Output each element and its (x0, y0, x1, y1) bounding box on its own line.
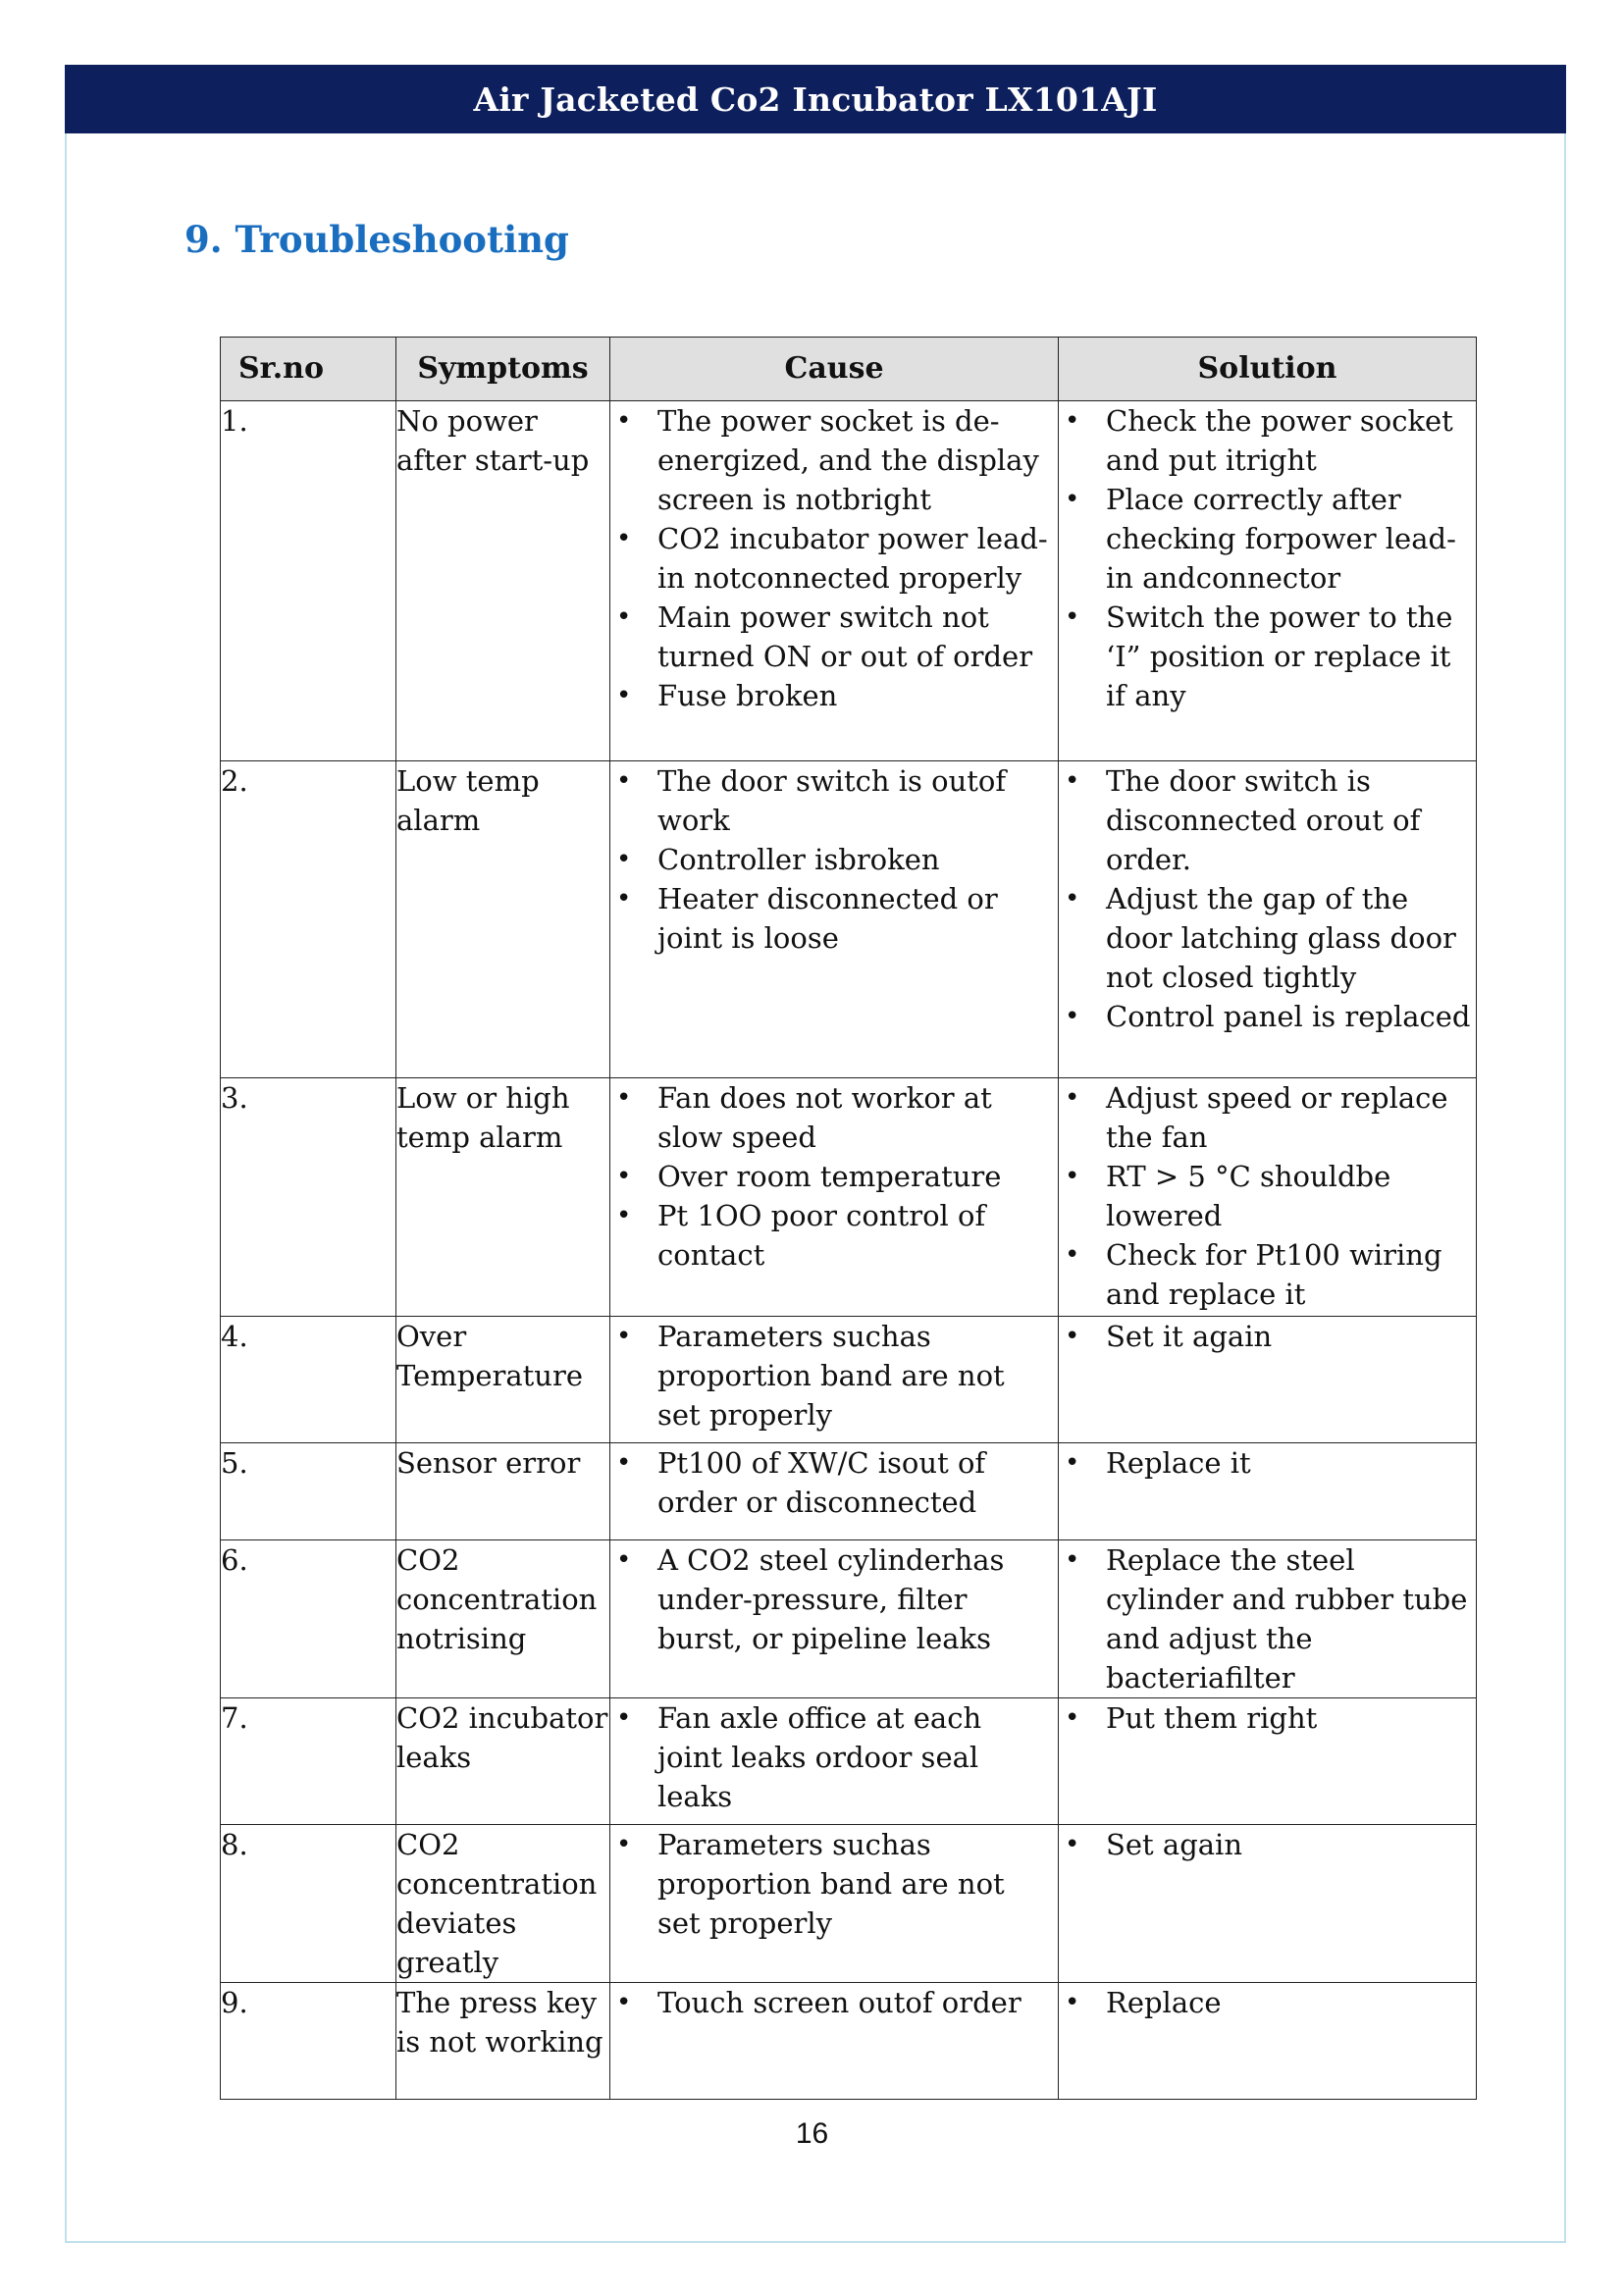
solution-cell (1059, 1078, 1477, 1317)
cause-item: • Parameters suchas proportion band are not set properly (610, 1317, 1058, 1434)
table-row (221, 761, 1477, 1078)
solution-list (1059, 1443, 1476, 1483)
cause-list (610, 1540, 1058, 1658)
row-number: 6. (221, 1540, 396, 1698)
solution-list (1059, 1317, 1476, 1356)
header-cause: Cause (610, 338, 1059, 401)
solution-item: • Place correctly after checking forpower lead-in andconnector (1059, 480, 1476, 598)
header-symptoms: Symptoms (396, 338, 610, 401)
cause-item: • Heater disconnected or joint is loose (610, 879, 1058, 958)
solution-cell (1059, 1443, 1477, 1540)
cause-item: • Parameters suchas proportion band are not set properly (610, 1825, 1058, 1943)
cause-cell (610, 1078, 1059, 1317)
symptom-cell: Low or high temp alarm (396, 1078, 610, 1317)
solution-item: • Put them right (1059, 1698, 1476, 1738)
cause-list (610, 1698, 1058, 1816)
solution-cell (1059, 1983, 1477, 2100)
solution-list (1059, 761, 1476, 1036)
cause-cell (610, 1698, 1059, 1825)
row-number: 2. (221, 761, 396, 1078)
header-solution: Solution (1059, 338, 1477, 401)
solution-item: • Set it again (1059, 1317, 1476, 1356)
cause-list (610, 1317, 1058, 1434)
solution-item: • Set again (1059, 1825, 1476, 1864)
symptom-cell: Over Temperature (396, 1317, 610, 1443)
cause-list (610, 1983, 1058, 2022)
cause-list (610, 761, 1058, 958)
cause-item: • Touch screen outof order (610, 1983, 1058, 2022)
solution-item: • Adjust the gap of the door latching glass door not closed tightly (1059, 879, 1476, 997)
cause-item: • Fan axle office at each joint leaks ordoor seal leaks (610, 1698, 1058, 1816)
cause-list (610, 1825, 1058, 1943)
table-row (221, 1825, 1477, 1983)
solution-list (1059, 1983, 1476, 2022)
document-header (65, 65, 1566, 133)
page-number: 16 (795, 2117, 829, 2150)
cause-item: • Fan does not workor at slow speed (610, 1078, 1058, 1157)
solution-item: • Replace it (1059, 1443, 1476, 1483)
solution-item: • Replace (1059, 1983, 1476, 2022)
cause-cell (610, 1317, 1059, 1443)
symptom-cell: CO2 concentration notrising (396, 1540, 610, 1698)
symptom-cell: CO2 incubator leaks (396, 1698, 610, 1825)
solution-item: • The door switch is disconnected orout of order. (1059, 761, 1476, 879)
cause-item: • Fuse broken (610, 676, 1058, 715)
solution-item: • Replace the steel cylinder and rubber tube and adjust the bacteriafilter (1059, 1540, 1476, 1697)
row-number: 8. (221, 1825, 396, 1983)
solution-item: • Check the power socket and put itright (1059, 401, 1476, 480)
symptom-cell: Low temp alarm (396, 761, 610, 1078)
solution-cell (1059, 1540, 1477, 1698)
cause-cell (610, 761, 1059, 1078)
row-number: 7. (221, 1698, 396, 1825)
cause-item: • The door switch is outof work (610, 761, 1058, 840)
cause-cell (610, 1825, 1059, 1983)
solution-item: • Adjust speed or replace the fan (1059, 1078, 1476, 1157)
solution-cell (1059, 401, 1477, 761)
solution-list (1059, 1698, 1476, 1738)
table-row (221, 1078, 1477, 1317)
solution-list (1059, 1540, 1476, 1697)
cause-cell (610, 1443, 1059, 1540)
table-row (221, 1983, 1477, 2100)
symptom-cell: Sensor error (396, 1443, 610, 1540)
table-row (221, 401, 1477, 761)
solution-item: • Control panel is replaced (1059, 997, 1476, 1036)
row-number: 1. (221, 401, 396, 761)
cause-item: • Pt100 of XW/C isout of order or disconnected (610, 1443, 1058, 1522)
row-number: 4. (221, 1317, 396, 1443)
row-number: 5. (221, 1443, 396, 1540)
row-number: 3. (221, 1078, 396, 1317)
solution-item: • RT > 5 °C shouldbe lowered (1059, 1157, 1476, 1235)
symptom-cell: The press key is not working (396, 1983, 610, 2100)
table-header-row (221, 338, 1477, 401)
cause-item: • Pt 1OO poor control of contact (610, 1196, 1058, 1275)
cause-item: • The power socket is de-energized, and the display screen is notbright (610, 401, 1058, 519)
table-row (221, 1443, 1477, 1540)
table-row (221, 1317, 1477, 1443)
troubleshooting-table (220, 337, 1477, 2100)
cause-item: • CO2 incubator power lead-in notconnected properly (610, 519, 1058, 598)
solution-cell (1059, 761, 1477, 1078)
symptom-cell: CO2 concentration deviates greatly (396, 1825, 610, 1983)
cause-item: • Over room temperature (610, 1157, 1058, 1196)
cause-item: • Controller isbroken (610, 840, 1058, 879)
section-title: 9. Troubleshooting (184, 218, 569, 261)
cause-list (610, 401, 1058, 715)
header-sr-no: Sr.no (221, 338, 396, 401)
solution-list (1059, 1078, 1476, 1314)
table-body (221, 401, 1477, 2100)
solution-list (1059, 1825, 1476, 1864)
cause-item: • Main power switch not turned ON or out of order (610, 598, 1058, 676)
cause-list (610, 1443, 1058, 1522)
solution-item: • Check for Pt100 wiring and replace it (1059, 1235, 1476, 1314)
row-number: 9. (221, 1983, 396, 2100)
solution-cell (1059, 1825, 1477, 1983)
symptom-cell: No power after start-up (396, 401, 610, 761)
cause-cell (610, 401, 1059, 761)
document-title: Air Jacketed Co2 Incubator LX101AJI (473, 79, 1158, 119)
cause-item: • A CO2 steel cylinderhas under-pressure, filter burst, or pipeline leaks (610, 1540, 1058, 1658)
cause-cell (610, 1983, 1059, 2100)
table-row (221, 1540, 1477, 1698)
solution-list (1059, 401, 1476, 715)
cause-cell (610, 1540, 1059, 1698)
table-row (221, 1698, 1477, 1825)
solution-item: • Switch the power to the ‘I” position or replace it if any (1059, 598, 1476, 715)
solution-cell (1059, 1698, 1477, 1825)
cause-list (610, 1078, 1058, 1275)
solution-cell (1059, 1317, 1477, 1443)
